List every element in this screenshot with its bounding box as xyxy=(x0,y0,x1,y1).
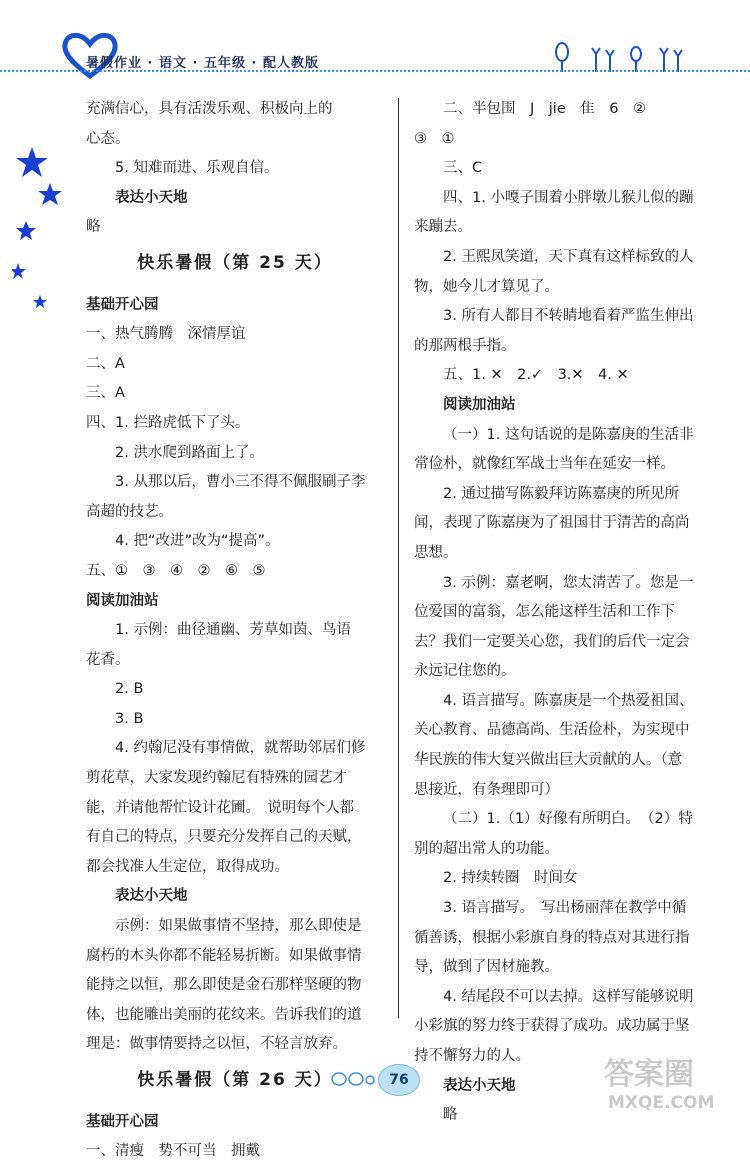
text-line: 充满信心，具有活泼乐观、积极向上的 xyxy=(86,101,333,117)
text-line: 能持之以恒，那么即使是金石那样坚硬的物 xyxy=(86,977,362,994)
text-line: 4. 约翰尼没有事情做，就帮助邻居们修 xyxy=(115,740,366,757)
section-label: 基础开心园 xyxy=(86,1113,159,1130)
text-line: ③ ① xyxy=(414,130,455,147)
day-heading: 快乐暑假（第 26 天） xyxy=(137,1070,333,1090)
text-line: 腐朽的木头你都不能轻易折断。如果做事情 xyxy=(86,947,362,964)
text-line: 3. 示例：嘉老啊，您太清苦了。您是一 xyxy=(443,574,694,591)
header-dotted-line xyxy=(0,70,750,72)
text-line: 一、清瘦 势不可当 拥戴 xyxy=(86,1143,260,1160)
text-line: 2. 持续转圈 时间女 xyxy=(443,870,578,887)
text-line: 略 xyxy=(86,219,101,236)
svg-text:答案圈: 答案圈 xyxy=(604,1057,694,1092)
text-line: 1. 示例：曲径通幽、芳草如茵、鸟语 xyxy=(115,622,351,639)
text-line: 4. 结尾段不可以去掉。这样写能够说明 xyxy=(443,988,694,1005)
text-line: 小彩旗的努力终于获得了成功。成功属于坚 xyxy=(414,1018,690,1035)
text-line: 3. 从那以后，曹小三不得不佩服刷子李 xyxy=(115,474,366,491)
section-label: 阅读加油站 xyxy=(86,592,159,609)
text-line: 物，她今儿才算见了。 xyxy=(414,278,559,295)
text-line: 华民族的伟大复兴做出巨大贡献的人。（意 xyxy=(414,752,683,769)
text-line: 有自己的特点，只要充分发挥自己的天赋， xyxy=(86,829,362,846)
text-line: 心态。 xyxy=(86,130,130,147)
text-line: 永远记住您的。 xyxy=(414,663,516,680)
text-line: 位爱国的富翁，怎么能这样生活和工作下 xyxy=(414,604,675,621)
text-line: 三、A xyxy=(86,385,125,402)
text-line: 常俭朴，就像红军战士当年在延安一样。 xyxy=(414,456,675,473)
text-line: 一、热气腾腾 深情厚谊 xyxy=(86,326,246,343)
text-line: 闻，表现了陈嘉庚为了祖国甘于清苦的高尚 xyxy=(414,515,690,532)
text-line: 循善诱，根据小彩旗自身的特点对其进行指 xyxy=(414,929,690,946)
text-line: 都会找准人生定位，取得成功。 xyxy=(86,858,289,875)
svg-text:MXQE.COM: MXQE.COM xyxy=(608,1093,715,1113)
text-line: 来蹦去。 xyxy=(414,219,472,236)
text-line: 高超的技艺。 xyxy=(86,503,173,520)
text-line: 思接近，有条理即可） xyxy=(414,781,559,798)
text-line: 四、1. 小嘎子围着小胖墩儿猴儿似的蹦 xyxy=(443,189,694,206)
text-line: 五、① ③ ④ ② ⑥ ⑤ xyxy=(86,562,266,579)
text-line: 的那两根手指。 xyxy=(414,337,516,354)
text-line: 别的超出常人的功能。 xyxy=(414,840,559,857)
text-line: 剪花草，大家发现约翰尼有特殊的园艺才 xyxy=(86,770,347,787)
text-line: 理是：做事情要持之以恒，不轻言放弃。 xyxy=(86,1036,347,1053)
flower-decoration-icon xyxy=(548,42,688,72)
text-line: 4. 语言描写。陈嘉庚是一个热爱祖国、 xyxy=(443,692,694,709)
bubbles-decoration-icon xyxy=(330,1070,376,1088)
text-line: 2. 洪水爬到路面上了。 xyxy=(115,444,264,461)
text-line: （一）1. 这句话说的是陈嘉庚的生活非 xyxy=(443,426,694,443)
text-line: 去？我们一定要关心您，我们的后代一定会 xyxy=(414,633,690,650)
text-line: 持不懈努力的人。 xyxy=(414,1048,530,1064)
stars-decoration-icon xyxy=(12,145,62,315)
text-line: 5. 知难而进、乐观自信。 xyxy=(115,160,279,177)
header-title: 暑假作业 · 语文 · 五年级 · 配人教版 xyxy=(86,56,319,71)
text-line: 二、A xyxy=(86,355,125,372)
section-label: 表达小天地 xyxy=(115,189,188,206)
column-divider xyxy=(398,98,399,1018)
text-line: 体，也能雕出美丽的花纹来。告诉我们的道 xyxy=(86,1006,362,1023)
text-line: 关心教育、品德高尚、生活俭朴，为实现中 xyxy=(414,722,690,739)
text-line: 四、1. 拦路虎低下了头。 xyxy=(86,414,250,431)
text-line: 3. 所有人都目不转睛地看着严监生伸出 xyxy=(443,308,694,325)
day-heading: 快乐暑假（第 25 天） xyxy=(137,252,333,273)
text-line: 略 xyxy=(443,1107,458,1124)
text-line: 三、C xyxy=(443,160,483,177)
section-label: 表达小天地 xyxy=(443,1077,516,1094)
section-label: 阅读加油站 xyxy=(443,396,516,413)
text-line: 花香。 xyxy=(86,651,130,668)
section-label: 表达小天地 xyxy=(115,888,188,905)
text-line: 2. B xyxy=(115,681,144,698)
text-line: 导，做到了因材施教。 xyxy=(414,959,559,976)
text-line: 2. 王熙凤笑道，天下真有这样标致的人 xyxy=(443,248,694,265)
text-line: 3. B xyxy=(115,710,144,727)
text-line: 二、半包围 J jie 隹 6 ② xyxy=(443,101,646,117)
watermark-logo xyxy=(600,1052,740,1114)
left-answer-column xyxy=(86,95,384,1167)
right-answer-column xyxy=(414,95,724,1131)
section-label: 基础开心园 xyxy=(86,296,159,313)
text-line: 3. 语言描写。 写出杨丽萍在教学中循 xyxy=(443,900,687,917)
page-number: 76 xyxy=(378,1064,420,1096)
text-line: 示例：如果做事情不坚持，那么即使是 xyxy=(115,918,362,935)
text-line: （二）1.（1）好像有所明白。 （2）特 xyxy=(443,811,693,828)
text-line: 2. 通过描写陈毅拜访陈嘉庚的所见所 xyxy=(443,485,679,502)
text-line: 能，并请他帮忙设计花圃。 说明每个人都 xyxy=(86,799,355,816)
text-line: 五、1. ✕ 2.✓ 3.✕ 4. ✕ xyxy=(443,367,629,384)
text-line: 思想。 xyxy=(414,544,458,561)
text-line: 4. 把“改进”改为“提高”。 xyxy=(115,533,280,550)
